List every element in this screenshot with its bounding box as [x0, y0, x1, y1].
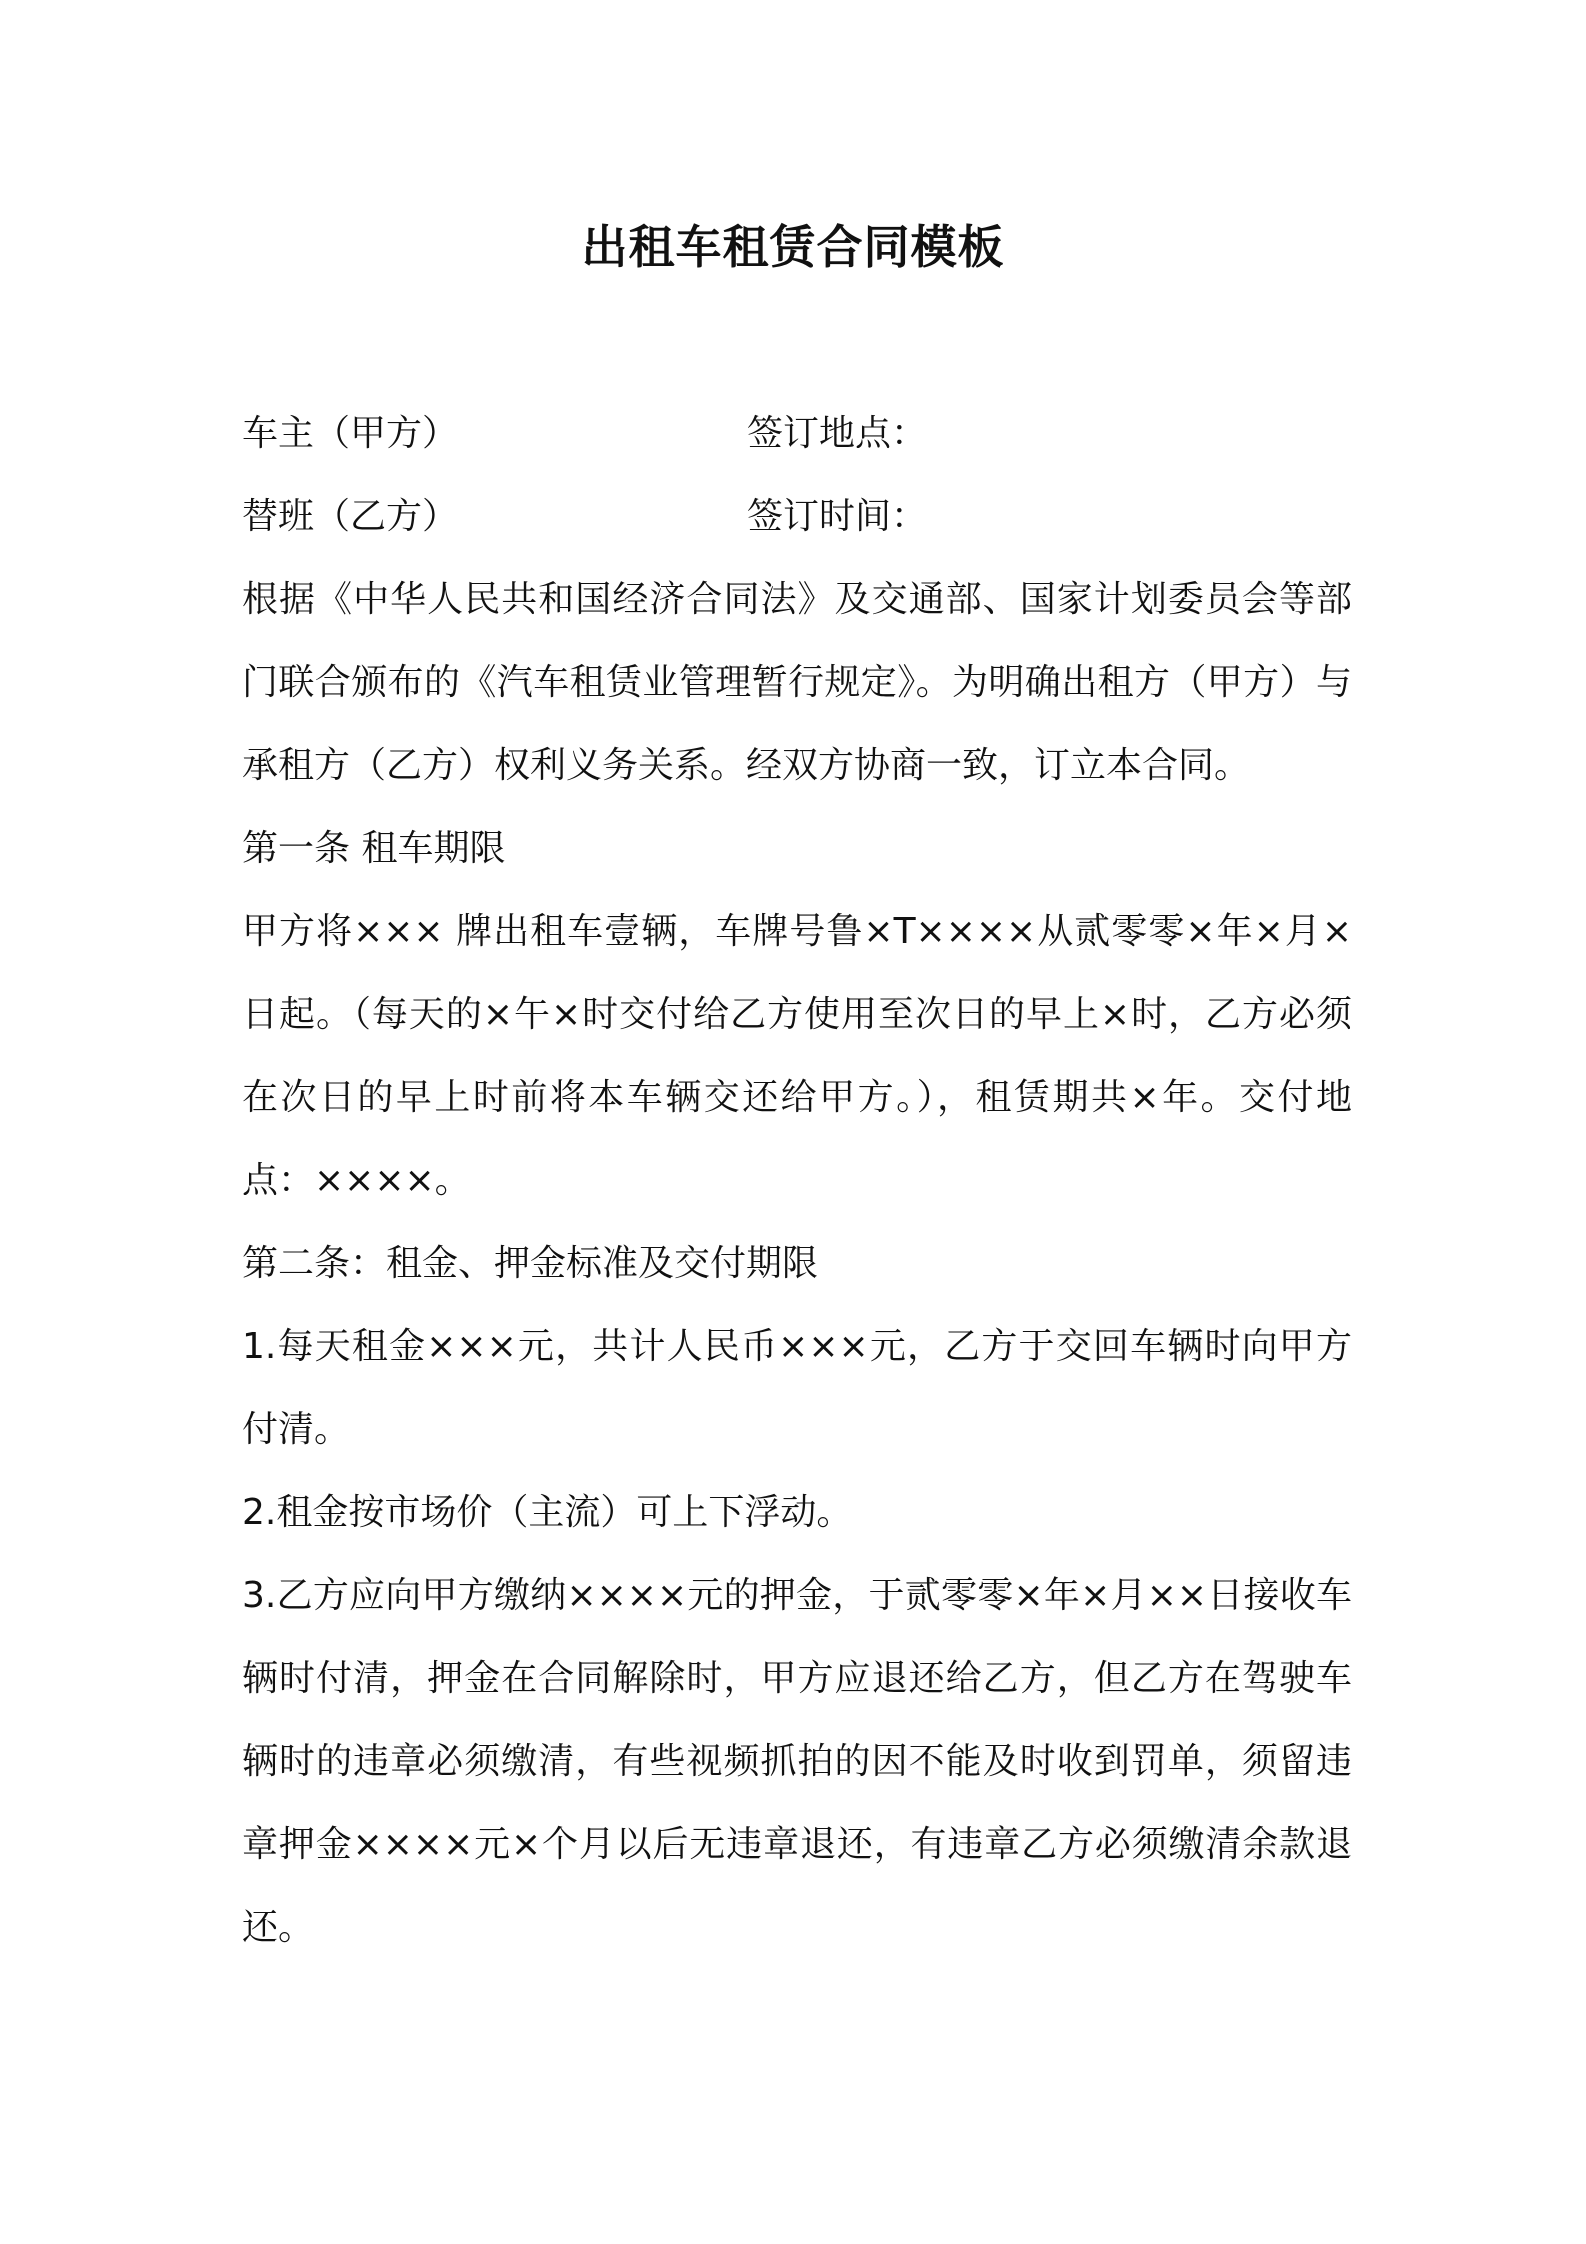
document-title: 出租车租赁合同模板: [581, 220, 1005, 274]
document-body: [242, 392, 1352, 1969]
intro-paragraph: 根据《中华人民共和国经济合同法》及交通部、国家计划委员会等部门联合颁布的《汽车租赁业管理暂行规定》。为明确出租方（甲方）与承租方（乙方）权利义务关系。经双方协商一致，订立本合同。: [242, 579, 1352, 786]
article-1-heading: 第一条 租车期限: [242, 828, 506, 869]
sign-time-label: 签订时间：: [747, 496, 928, 537]
sign-place-label: 签订地点：: [747, 413, 928, 454]
article-2-item-1: 1.每天租金×××元，共计人民币×××元，乙方于交回车辆时向甲方付清。: [242, 1326, 1352, 1450]
article-2-item-3: 3.乙方应向甲方缴纳××××元的押金，于贰零零×年×月××日接收车辆时付清，押金在合同解除时，甲方应退还给乙方，但乙方在驾驶车辆时的违章必须缴清，有些视频抓拍的因不能及时收到罚单，须留违章押金××××元×个月以后无违章退还，有违章乙方必须缴清余款退还。: [242, 1575, 1352, 1948]
substitute-label: 替班（乙方）: [242, 496, 459, 537]
owner-label: 车主（甲方）: [242, 413, 459, 454]
article-2-heading: 第二条：租金、押金标准及交付期限: [242, 1243, 819, 1284]
header-row-2: [242, 475, 1352, 558]
article-2-item-2: 2.租金按市场价（主流）可上下浮动。: [242, 1492, 853, 1533]
article-1-text: 甲方将××× 牌出租车壹辆，车牌号鲁×T××××从贰零零×年×月×日起。（每天的×午×时交付给乙方使用至次日的早上×时，乙方必须在次日的早上时前将本车辆交还给甲方。），租赁期共×年。交付地点：××××。: [242, 911, 1352, 1201]
header-row-1: [242, 392, 1352, 475]
